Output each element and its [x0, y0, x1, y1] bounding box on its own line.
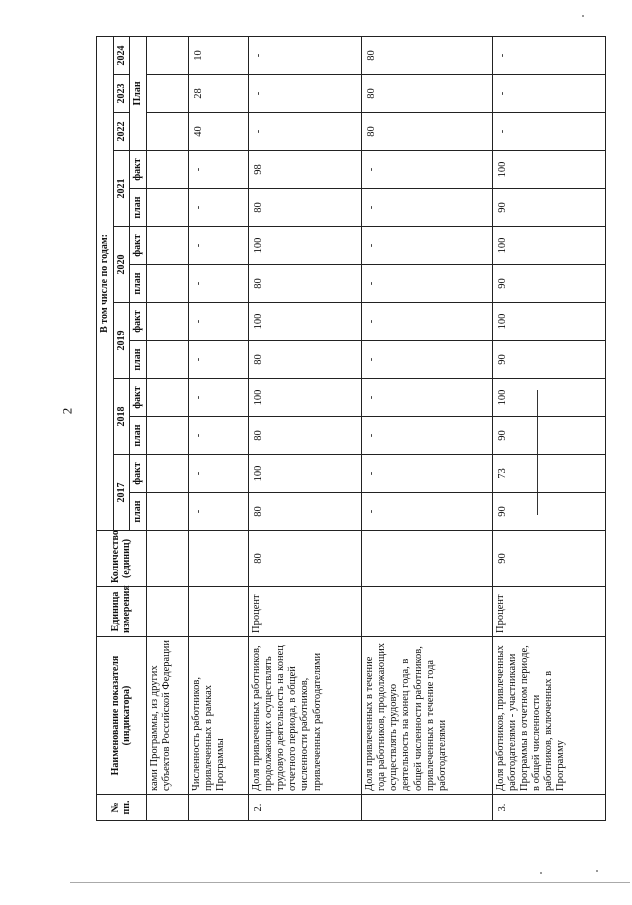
- value-cell: -: [189, 227, 249, 265]
- indicator-name-cell: Численность работников, привлеченных в рамках Программы: [189, 637, 249, 795]
- header-year: 2020: [113, 227, 130, 303]
- value-cell: 90: [492, 493, 605, 531]
- value-cell: -: [362, 493, 493, 531]
- value-cell: 80: [249, 493, 362, 531]
- row-number-cell: [189, 795, 249, 821]
- header-plan-2022-2024: План: [130, 36, 147, 150]
- table-row: [362, 36, 493, 820]
- row-number-cell: [362, 795, 493, 821]
- value-cell: -: [189, 151, 249, 189]
- value-cell: 100: [249, 379, 362, 417]
- header-plan: план: [130, 493, 147, 531]
- value-cell: -: [492, 36, 605, 74]
- indicator-name-cell: Доля привлеченных работников, продолжающих осуществлять трудовую деятельность на конец отчетного периода, в общей численности работников, привлеченных работодателями: [249, 637, 362, 795]
- count-cell: 90: [492, 531, 605, 587]
- count-cell: [146, 531, 189, 587]
- value-cell: -: [189, 341, 249, 379]
- header-num: № пп.: [97, 795, 147, 821]
- value-cell: -: [249, 75, 362, 113]
- header-plan: план: [130, 265, 147, 303]
- value-cell: -: [362, 455, 493, 493]
- value-cell: 100: [492, 379, 605, 417]
- header-year: 2019: [113, 303, 130, 379]
- header-by-years: В том числе по годам:: [97, 36, 114, 530]
- value-cell: -: [362, 417, 493, 455]
- value-cell: -: [249, 113, 362, 151]
- unit-cell: [146, 587, 189, 637]
- row-number-cell: 2.: [249, 795, 362, 821]
- value-cell: [146, 417, 189, 455]
- value-cell: -: [362, 379, 493, 417]
- value-cell: -: [362, 227, 493, 265]
- header-year: 2021: [113, 151, 130, 227]
- value-cell: 100: [249, 227, 362, 265]
- value-cell: -: [492, 113, 605, 151]
- header-year: 2023: [113, 75, 130, 113]
- value-cell: 90: [492, 265, 605, 303]
- value-cell: 90: [492, 341, 605, 379]
- indicator-name-cell: ками Программы, из других субъектов Российской Федерации: [146, 637, 189, 795]
- value-cell: [146, 265, 189, 303]
- value-cell: [146, 151, 189, 189]
- header-fact: факт: [130, 151, 147, 189]
- unit-cell: Процент: [492, 587, 605, 637]
- value-cell: -: [362, 265, 493, 303]
- value-cell: 98: [249, 151, 362, 189]
- table-row: [492, 36, 605, 820]
- header-fact: факт: [130, 455, 147, 493]
- header-plan: план: [130, 417, 147, 455]
- value-cell: 28: [189, 75, 249, 113]
- header-year: 2017: [113, 455, 130, 531]
- value-cell: 40: [189, 113, 249, 151]
- header-unit: Единица измерения: [97, 587, 147, 637]
- indicator-name-cell: Доля привлеченных в течение года работников, продолжающих осуществлять трудовую деятельность на конец года, в общей численности работников, привлеченных в течение года работодателями: [362, 637, 493, 795]
- value-cell: -: [492, 75, 605, 113]
- table-row: [146, 36, 189, 820]
- value-cell: -: [189, 189, 249, 227]
- row-number-cell: 3.: [492, 795, 605, 821]
- scan-speck: [596, 870, 598, 872]
- unit-cell: [362, 587, 493, 637]
- value-cell: 80: [362, 36, 493, 74]
- scan-speck: [582, 15, 584, 17]
- header-plan: план: [130, 189, 147, 227]
- value-cell: [146, 113, 189, 151]
- value-cell: -: [362, 151, 493, 189]
- page-number: 2: [59, 407, 75, 415]
- value-cell: [146, 455, 189, 493]
- value-cell: 100: [249, 303, 362, 341]
- indicator-name-cell: Доля работников, привлеченных работодателями - участниками Программы в отчетном периоде, в общей численности работников, включенных в Программу: [492, 637, 605, 795]
- header-count: Количество (единиц): [97, 531, 147, 587]
- header-fact: факт: [130, 379, 147, 417]
- value-cell: 80: [249, 341, 362, 379]
- table-row: [249, 36, 362, 820]
- value-cell: -: [249, 36, 362, 74]
- header-name: Наименование показателя (индикатора): [97, 637, 147, 795]
- value-cell: 80: [362, 75, 493, 113]
- value-cell: 90: [492, 417, 605, 455]
- value-cell: -: [189, 303, 249, 341]
- header-row-1: [97, 36, 114, 820]
- value-cell: -: [189, 455, 249, 493]
- value-cell: [146, 341, 189, 379]
- value-cell: 73: [492, 455, 605, 493]
- header-year: 2022: [113, 113, 130, 151]
- value-cell: [146, 227, 189, 265]
- value-cell: -: [189, 417, 249, 455]
- value-cell: [146, 36, 189, 74]
- value-cell: 100: [492, 303, 605, 341]
- value-cell: 100: [492, 227, 605, 265]
- value-cell: 80: [362, 113, 493, 151]
- value-cell: 80: [249, 189, 362, 227]
- value-cell: 10: [189, 36, 249, 74]
- header-plan: план: [130, 341, 147, 379]
- value-cell: -: [362, 341, 493, 379]
- count-cell: 80: [249, 531, 362, 587]
- value-cell: -: [189, 493, 249, 531]
- unit-cell: Процент: [249, 587, 362, 637]
- value-cell: -: [189, 265, 249, 303]
- header-year: 2018: [113, 379, 130, 455]
- header-fact: факт: [130, 303, 147, 341]
- value-cell: 80: [249, 417, 362, 455]
- value-cell: -: [362, 189, 493, 227]
- value-cell: [146, 379, 189, 417]
- value-cell: 100: [249, 455, 362, 493]
- value-cell: 100: [492, 151, 605, 189]
- value-cell: 90: [492, 189, 605, 227]
- value-cell: [146, 493, 189, 531]
- value-cell: [146, 75, 189, 113]
- header-fact: факт: [130, 227, 147, 265]
- value-cell: -: [189, 379, 249, 417]
- row-number-cell: [146, 795, 189, 821]
- scan-edge-line: [70, 882, 630, 883]
- table-row: [189, 36, 249, 820]
- value-cell: 80: [249, 265, 362, 303]
- indicator-table-container: [96, 37, 632, 815]
- value-cell: -: [362, 303, 493, 341]
- value-cell: [146, 303, 189, 341]
- unit-cell: [189, 587, 249, 637]
- indicator-table: [96, 36, 606, 821]
- value-cell: [146, 189, 189, 227]
- header-year: 2024: [113, 36, 130, 74]
- scan-speck: [540, 872, 542, 874]
- count-cell: [189, 531, 249, 587]
- count-cell: [362, 531, 493, 587]
